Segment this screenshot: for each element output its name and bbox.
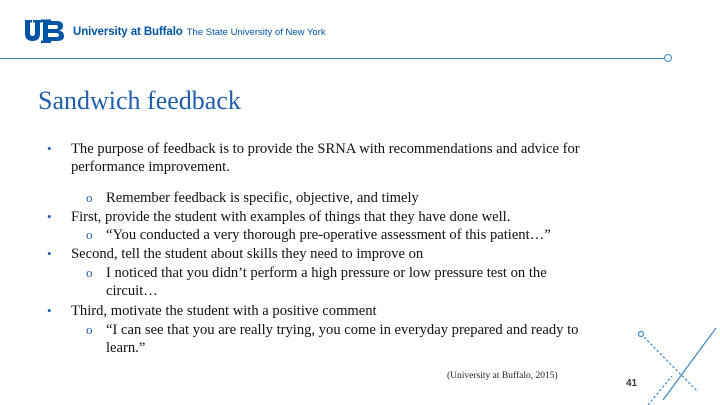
- sub-bullet-text-continued: learn.”: [106, 340, 146, 356]
- university-subtitle: The State University of New York: [186, 26, 326, 38]
- sub-bullet-marker: o: [86, 227, 93, 242]
- sub-bullet-marker: o: [86, 265, 93, 280]
- sub-bullet-item: [86, 264, 666, 300]
- sub-bullet-item: [86, 189, 666, 207]
- bullet-marker: •: [47, 141, 52, 156]
- bullet-marker: •: [47, 303, 52, 318]
- bullet-text-continued: performance improvement.: [71, 159, 230, 175]
- sub-bullet-item: [86, 226, 666, 244]
- university-name: University at Buffalo: [73, 26, 183, 38]
- sub-bullet-marker: o: [86, 190, 93, 205]
- header-divider-endpoint: [664, 54, 672, 62]
- sub-bullet-text: “I can see that you are really trying, you come in everyday prepared and ready to: [106, 322, 579, 338]
- bullet-item: [47, 140, 671, 176]
- bullet-item: [47, 302, 671, 320]
- bullet-item: [47, 208, 671, 226]
- sub-bullet-text: I noticed that you didn’t perform a high pressure or low pressure test on the: [106, 265, 547, 281]
- decorative-lines-icon: [620, 320, 720, 405]
- bullet-marker: •: [47, 246, 52, 261]
- sub-bullet-item: [86, 321, 666, 357]
- university-logo: [25, 19, 326, 45]
- bullet-marker: •: [47, 209, 52, 224]
- citation: (University at Buffalo, 2015): [447, 371, 558, 381]
- bullet-text: First, provide the student with examples of things that they have done well.: [71, 209, 511, 225]
- page-number: 41: [626, 378, 638, 389]
- bullet-item: [47, 245, 671, 263]
- sub-bullet-text: “You conducted a very thorough pre-operative assessment of this patient…”: [106, 227, 551, 243]
- header-divider: [0, 58, 664, 59]
- slide-title: Sandwich feedback: [38, 86, 241, 115]
- bullet-text: The purpose of feedback is to provide the SRNA with recommendations and advice for: [71, 141, 580, 157]
- ub-logo-icon: [25, 19, 69, 45]
- sub-bullet-marker: o: [86, 322, 93, 337]
- bullet-text: Third, motivate the student with a positive comment: [71, 303, 377, 319]
- sub-bullet-text-continued: circuit…: [106, 283, 158, 299]
- bullet-text: Second, tell the student about skills they need to improve on: [71, 246, 424, 262]
- sub-bullet-text: Remember feedback is specific, objective, and timely: [106, 190, 419, 206]
